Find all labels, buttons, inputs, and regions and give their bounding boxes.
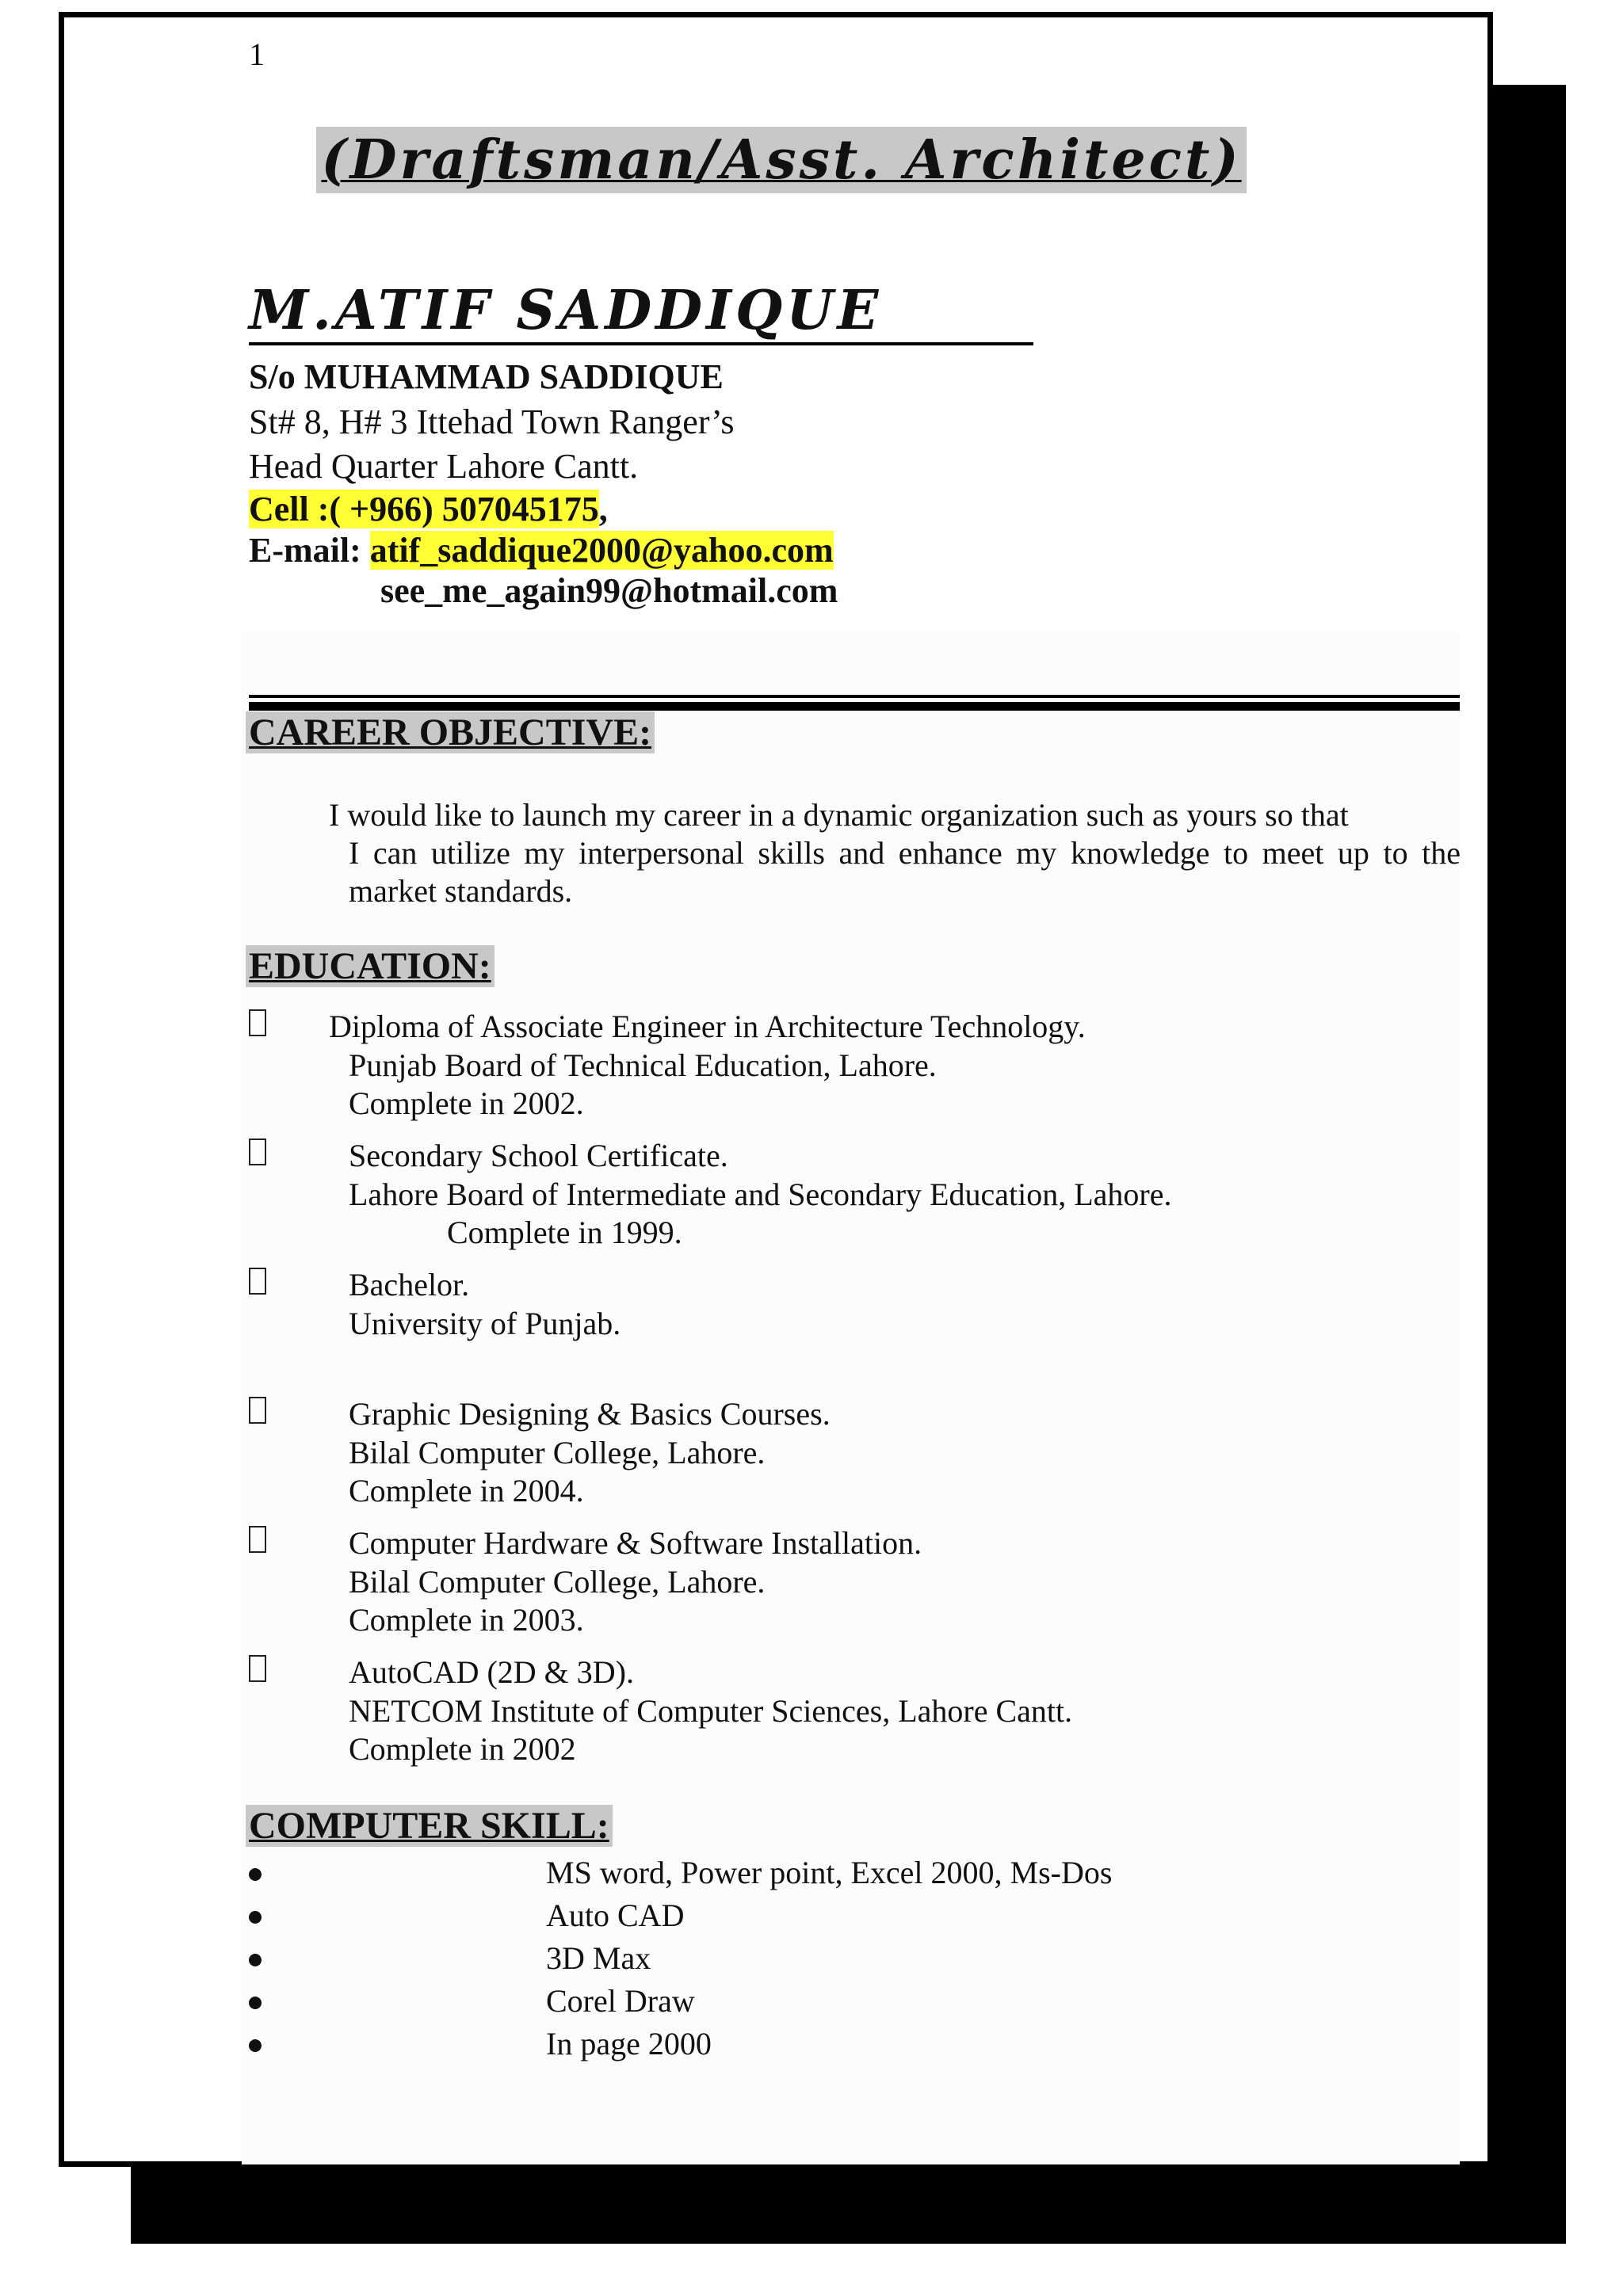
email-line — [249, 530, 834, 570]
education-item-title: Secondary School Certificate. — [349, 1138, 728, 1173]
section-divider-thick — [249, 702, 1460, 711]
skill-item: In page 2000 — [546, 2026, 712, 2061]
education-item-institution: Lahore Board of Intermediate and Secondary Education, Lahore. — [349, 1177, 1172, 1212]
education-item-year: Complete in 2002 — [349, 1731, 576, 1767]
education-item-title: AutoCAD (2D & 3D). — [349, 1654, 634, 1690]
bullet-dot-icon — [249, 1954, 262, 1966]
education-item-title: Diploma of Associate Engineer in Architecture Technology. — [329, 1009, 1086, 1044]
skill-item: Corel Draw — [546, 1983, 695, 2019]
checkbox-bullet-icon — [249, 1397, 266, 1424]
career-objective-line-1: I would like to launch my career in a dynamic organization such as yours so that — [329, 797, 1349, 833]
email-primary[interactable]: atif_saddique2000@yahoo.com — [369, 531, 834, 570]
computer-skill-heading-block — [246, 1804, 613, 1848]
education-item-title: Computer Hardware & Software Installation. — [349, 1525, 922, 1561]
computer-skill-heading: COMPUTER SKILL: — [246, 1805, 613, 1847]
checkbox-bullet-icon — [249, 1268, 266, 1295]
address-line-2: Head Quarter Lahore Cantt. — [249, 447, 639, 486]
education-item-institution: Bilal Computer College, Lahore. — [349, 1564, 766, 1600]
section-divider-thin — [249, 695, 1460, 698]
cell-suffix: , — [598, 490, 608, 528]
education-item-year: Complete in 2003. — [349, 1602, 584, 1638]
career-objective-text — [329, 796, 1461, 910]
education-item-institution: Punjab Board of Technical Education, Lahore. — [349, 1047, 937, 1083]
candidate-name: M.ATIF SADDIQUE — [249, 279, 883, 342]
education-heading-block — [246, 944, 495, 988]
bullet-dot-icon — [249, 1997, 262, 2009]
education-item-institution: Bilal Computer College, Lahore. — [349, 1435, 766, 1470]
education-item-year: Complete in 2002. — [349, 1085, 584, 1121]
checkbox-bullet-icon — [249, 1655, 266, 1682]
career-heading-block — [246, 711, 655, 754]
skill-item: MS word, Power point, Excel 2000, Ms-Dos — [546, 1855, 1113, 1890]
education-item-year: Complete in 2004. — [349, 1473, 584, 1508]
email-label: E-mail: — [249, 531, 361, 570]
education-item-institution: University of Punjab. — [349, 1306, 621, 1341]
email-secondary[interactable]: see_me_again99@hotmail.com — [380, 571, 838, 610]
skill-item: 3D Max — [546, 1940, 651, 1976]
page-number: 1 — [249, 36, 265, 72]
parent-name: S/o MUHAMMAD SADDIQUE — [249, 357, 724, 396]
education-heading: EDUCATION: — [246, 945, 495, 987]
career-objective-rest: I can utilize my interpersonal skills and enhance my knowledge to meet up to the market standards. — [349, 835, 1461, 909]
cell-line — [249, 489, 608, 529]
job-title-block — [64, 128, 1499, 192]
checkbox-bullet-icon — [249, 1526, 266, 1553]
skill-item: Auto CAD — [546, 1897, 685, 1933]
address-line-1: St# 8, H# 3 Ittehad Town Ranger’s — [249, 402, 735, 441]
name-underline — [249, 342, 1033, 345]
job-title: (Draftsman/Asst. Architect) — [316, 127, 1246, 193]
education-item-title: Bachelor. — [349, 1267, 470, 1302]
bullet-dot-icon — [249, 1911, 262, 1924]
education-item-title: Graphic Designing & Basics Courses. — [349, 1396, 831, 1432]
education-item-year: Complete in 1999. — [447, 1215, 682, 1250]
education-item-institution: NETCOM Institute of Computer Sciences, Lahore Cantt. — [349, 1693, 1073, 1729]
bullet-dot-icon — [249, 2039, 262, 2052]
resume-page — [59, 12, 1493, 2167]
career-objective-heading: CAREER OBJECTIVE: — [246, 711, 655, 753]
bullet-dot-icon — [249, 1868, 262, 1881]
cell-number: Cell :( +966) 507045175 — [249, 490, 599, 528]
checkbox-bullet-icon — [249, 1009, 266, 1036]
checkbox-bullet-icon — [249, 1138, 266, 1165]
